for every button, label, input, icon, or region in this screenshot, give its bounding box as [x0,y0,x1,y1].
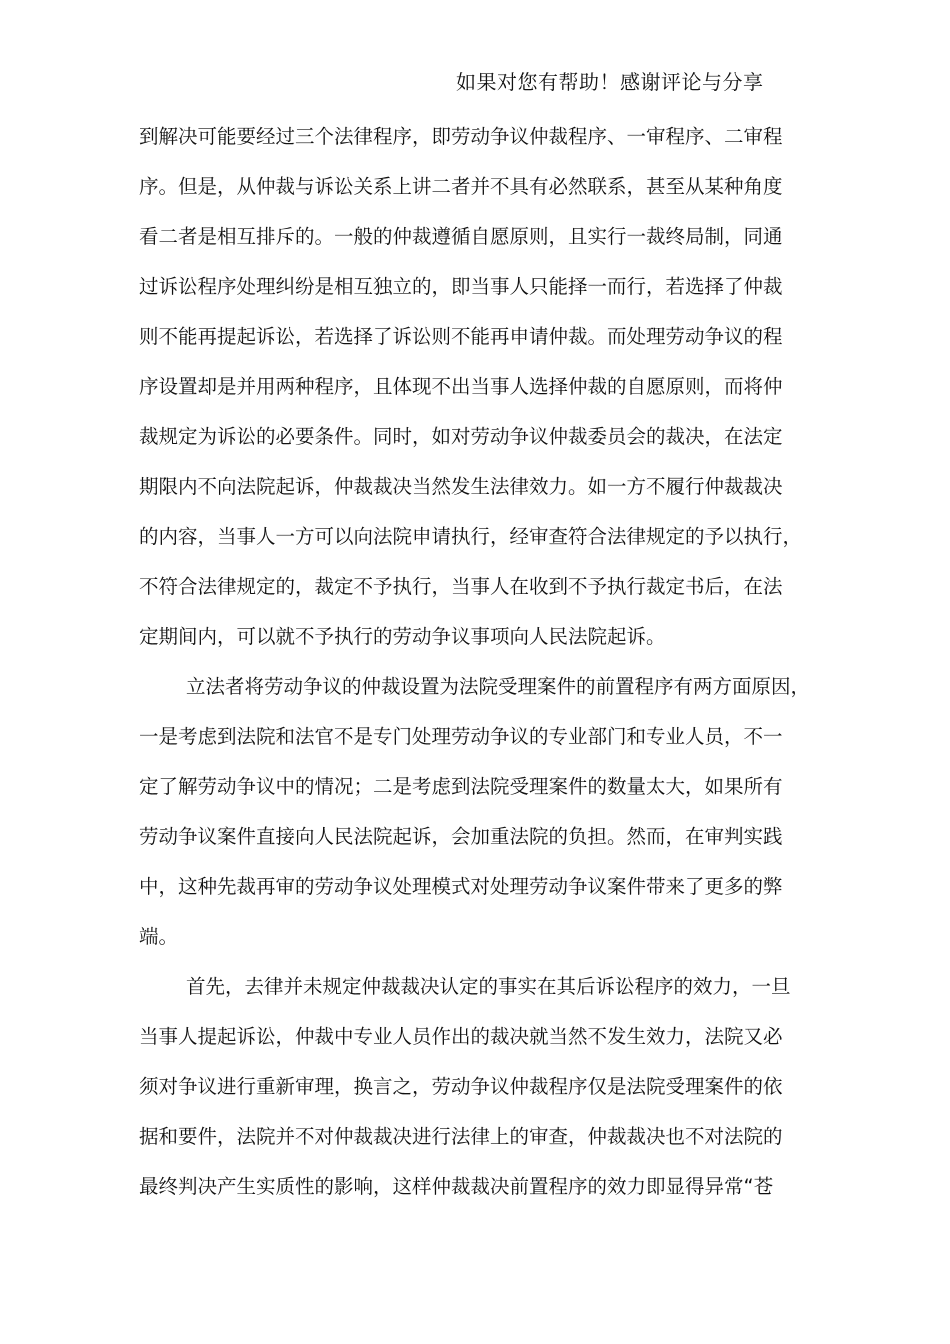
text-line: 定期间内，可以就不予执行的劳动争议事项向人民法院起诉。 [139,625,666,648]
text-line: 当事人提起诉讼，仲裁中专业人员作出的裁决就当然不发生效力，法院又必 [139,1025,783,1048]
text-line: 据和要件，法院并不对仲裁裁决进行法律上的审查，仲裁裁决也不对法院的 [139,1125,783,1148]
text-line: 则不能再提起诉讼，若选择了诉讼则不能再申请仲裁。而处理劳动争议的程 [139,325,783,348]
text-line: 须对争议进行重新审理，换言之，劳动争议仲裁程序仅是法院受理案件的依 [139,1075,783,1098]
header-note: 如果对您有帮助！感谢评论与分享 [456,70,764,94]
text-line: 看二者是相互排斥的。一般的仲裁遵循自愿原则，且实行一裁终局制，同通 [139,225,783,248]
paragraph [139,962,819,1212]
text-line: 过诉讼程序处理纠纷是相互独立的，即当事人只能择一而行，若选择了仲裁 [139,275,783,298]
text-line: 最终判决产生实质性的影响，这样仲裁裁决前置程序的效力即显得异常“苍 [139,1175,774,1198]
text-line: 裁规定为诉讼的必要条件。同时，如对劳动争议仲裁委员会的裁决，在法定 [139,425,783,448]
text-line: 中，这种先裁再审的劳动争议处理模式对处理劳动争议案件带来了更多的弊 [139,875,783,898]
paragraph [139,662,819,962]
paragraph [139,112,819,662]
text-line: 序设置却是并用两种程序，且体现不出当事人选择仲裁的自愿原则，而将仲 [139,375,783,398]
text-line: 定了解劳动争议中的情况；二是考虑到法院受理案件的数量太大，如果所有 [139,775,783,798]
text-line: 立法者将劳动争议的仲裁设置为法院受理案件的前置程序有两方面原因， [186,675,811,698]
text-line: 不符合法律规定的，裁定不予执行，当事人在收到不予执行裁定书后，在法 [139,575,783,598]
body-text [139,112,819,1212]
text-line: 的内容，当事人一方可以向法院申请执行，经审查符合法律规定的予以执行， [139,525,803,548]
text-line: 首先，去律并未规定仲裁裁决认定的事实在其后诉讼程序的效力，一旦 [186,975,791,998]
text-line: 劳动争议案件直接向人民法院起诉，会加重法院的负担。然而，在审判实践 [139,825,783,848]
text-line: 端。 [139,925,179,948]
text-line: 期限内不向法院起诉，仲裁裁决当然发生法律效力。如一方不履行仲裁裁决 [139,475,783,498]
text-line: 序。但是，从仲裁与诉讼关系上讲二者并不具有必然联系，甚至从某种角度 [139,175,783,198]
text-line: 一是考虑到法院和法官不是专门处理劳动争议的专业部门和专业人员，不一 [139,725,783,748]
text-line: 到解决可能要经过三个法律程序，即劳动争议仲裁程序、一审程序、二审程 [139,125,783,148]
